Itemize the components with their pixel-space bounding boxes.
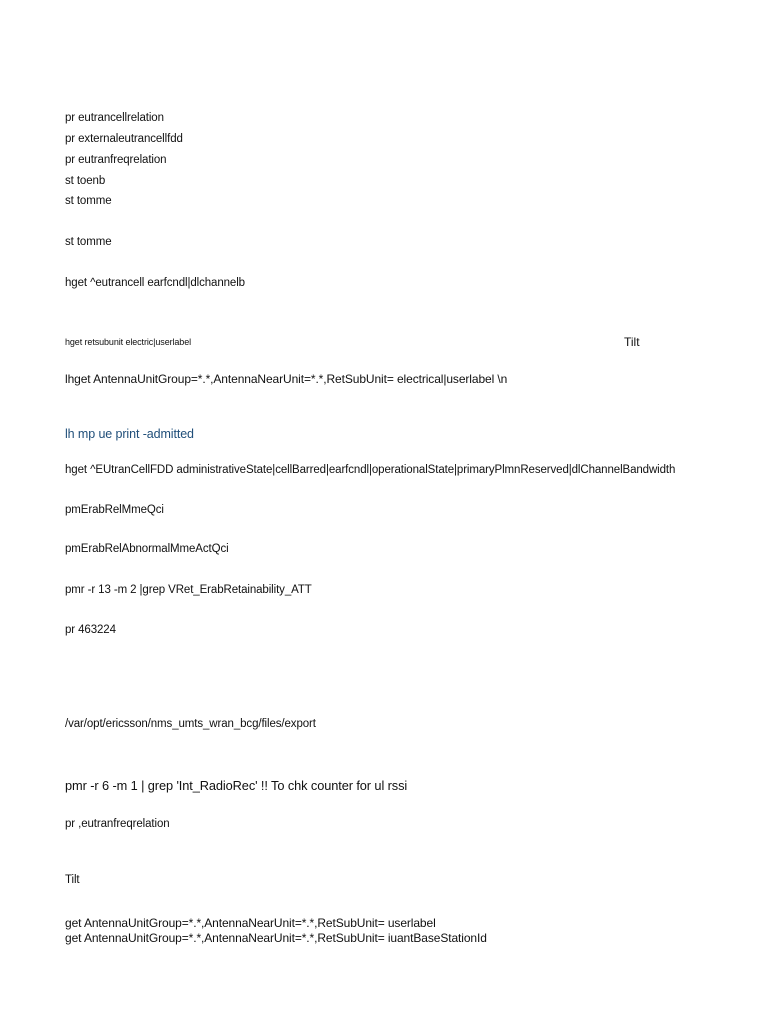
cmd-line-20: get AntennaUnitGroup=*.*,AntennaNearUnit=*.*,RetSubUnit= userlabel	[65, 916, 436, 930]
cmd-line-15: pr 463224	[65, 624, 116, 636]
cmd-line-21: get AntennaUnitGroup=*.*,AntennaNearUnit=*.*,RetSubUnit= iuantBaseStationId	[65, 931, 487, 945]
cmd-line-8: hget retsubunit electric|userlabel	[65, 337, 192, 347]
cmd-line-7: hget ^eutrancell earfcndl|dlchannelb	[65, 277, 245, 289]
cmd-line-11: hget ^EUtranCellFDD administrativeState|cellBarred|earfcndl|operationalState|primaryPlmnReserved|dlChannelBandwidth	[65, 464, 676, 476]
cmd-line-1: pr eutrancellrelation	[65, 112, 164, 124]
cmd-line-3: pr eutranfreqrelation	[65, 154, 167, 166]
cmd-line-4: st toenb	[65, 175, 106, 187]
tilt-heading: Tilt	[65, 874, 80, 886]
highlighted-cmd-line[interactable]: lh mp ue print -admitted	[65, 427, 194, 441]
cmd-line-14: pmr -r 13 -m 2 |grep VRet_ErabRetainability_ATT	[65, 584, 312, 596]
cmd-line-17: pmr -r 6 -m 1 | grep 'Int_RadioRec' !! To chk counter for ul rssi	[65, 778, 408, 793]
cmd-line-2: pr externaleutrancellfdd	[65, 133, 183, 145]
cmd-line-13: pmErabRelAbnormalMmeActQci	[65, 543, 229, 555]
export-path-line: /var/opt/ericsson/nms_umts_wran_bcg/files/export	[65, 718, 316, 730]
cmd-line-5: st tomme	[65, 195, 112, 207]
cmd-line-12: pmErabRelMmeQci	[65, 504, 164, 516]
cmd-line-18: pr ,eutranfreqrelation	[65, 818, 170, 830]
cmd-line-6: st tomme	[65, 236, 112, 248]
cmd-line-9: lhget AntennaUnitGroup=*.*,AntennaNearUnit=*.*,RetSubUnit= electrical|userlabel \n	[65, 372, 508, 386]
tilt-label-right: Tilt	[624, 335, 640, 349]
